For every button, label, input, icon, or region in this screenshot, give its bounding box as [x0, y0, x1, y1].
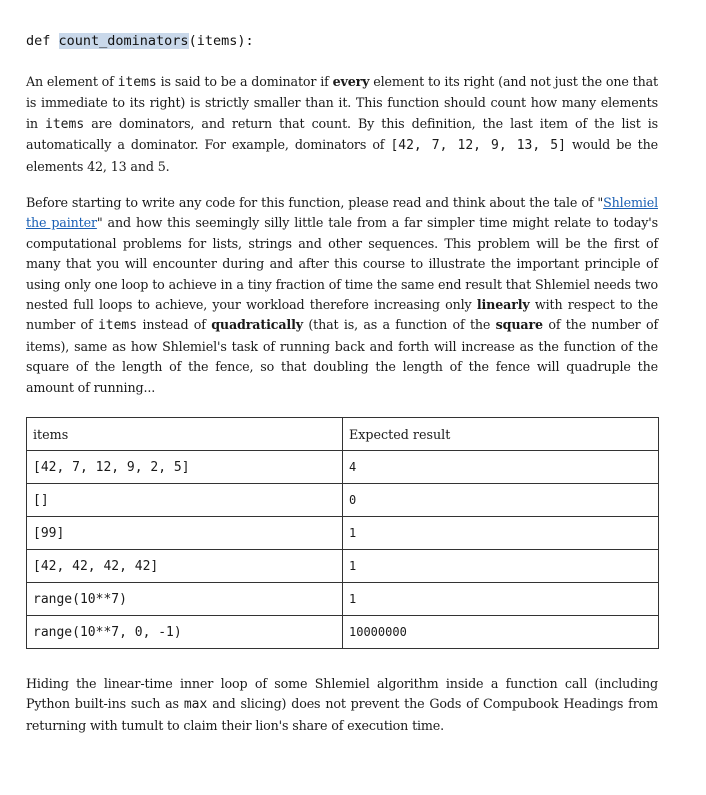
closing-paragraph — [26, 674, 658, 736]
code-span: max — [183, 697, 208, 713]
column-header-expected-result: Expected result — [343, 418, 659, 451]
table-row — [27, 616, 659, 649]
function-signature — [26, 33, 254, 49]
text-span: (that is, as a function of the — [302, 317, 496, 333]
bold-span: square — [495, 317, 543, 333]
table-cell-expected: 1 — [343, 517, 659, 550]
table-cell-items: range(10**7) — [27, 583, 343, 616]
table-row — [27, 484, 659, 517]
text-span: instead of — [137, 317, 212, 333]
table-row — [27, 451, 659, 484]
expected-results-table — [26, 417, 659, 649]
text-span: element to its right (and not just the one that is immediate to its right) is strictly smaller than it. This function should count how many elements in — [26, 74, 658, 131]
table-cell-expected: 1 — [343, 583, 659, 616]
code-span: items — [117, 75, 157, 90]
code-span: items — [45, 116, 85, 132]
description-paragraph — [26, 72, 658, 177]
function-params: (items): — [188, 33, 254, 49]
column-header-items: items — [27, 418, 343, 451]
code-span: items — [97, 318, 138, 334]
text-span: is said to be a dominator if — [156, 74, 333, 89]
text-span: Hiding the linear-time inner loop of some Shlemiel algorithm inside a function call (including Python built-ins such as — [26, 676, 658, 712]
table-cell-items: [42, 42, 42, 42] — [27, 550, 343, 583]
bold-span: quadratically — [211, 317, 303, 333]
table-row — [27, 517, 659, 550]
text-span: of the number of items), same as how Shlemiel's task of running back and forth will increase as the function of the square of the length of the fence, so that doubling the length of the fence will quadruple the amount of running... — [26, 317, 658, 395]
text-span: and slicing) does not prevent the Gods of Compubook Headings from returning with tumult to claim their lion's share of execution time. — [26, 696, 658, 733]
table-cell-items: [99] — [27, 517, 343, 550]
text-span: would be the elements 42, 13 and 5. — [26, 137, 658, 174]
text-span: are dominators, and return that count. By this definition, the last item of the list is automatically a dominator. For example, dominators of — [26, 115, 659, 153]
function-name-highlight[interactable]: count_dominators — [58, 33, 189, 49]
table-row — [27, 550, 659, 583]
table-cell-expected: 0 — [343, 484, 659, 517]
shlemiel-link[interactable]: Shlemiel the painter — [26, 195, 658, 231]
table-row — [27, 583, 659, 616]
table-cell-items: [] — [27, 484, 343, 517]
bold-span: every — [332, 74, 370, 89]
shlemiel-paragraph — [26, 193, 658, 398]
text-span: " and how this seemingly silly little tale from a far simpler time might relate to today's computational problems for lists, strings and other sequences. This problem will be the first of many that you will encounter during and after this course to illustrate the important principle of using only one loop to achieve in a tiny fraction of time the same end result that Shlemiel needs two nested full loops to achieve, your workload therefore increasing only — [26, 215, 658, 313]
def-keyword: def — [26, 33, 59, 49]
table-cell-expected: 4 — [343, 451, 659, 484]
table-cell-items: range(10**7, 0, -1) — [27, 616, 343, 649]
table-header-row — [27, 418, 659, 451]
table-cell-expected: 10000000 — [343, 616, 659, 649]
table-cell-items: [42, 7, 12, 9, 2, 5] — [27, 451, 343, 484]
bold-span: linearly — [476, 297, 530, 313]
code-span: [42, 7, 12, 9, 13, 5] — [390, 138, 566, 154]
text-span: An element of — [26, 74, 118, 89]
table-cell-expected: 1 — [343, 550, 659, 583]
text-span: Before starting to write any code for this function, please read and think about the tale of " — [26, 195, 604, 210]
text-span: with respect to the number of — [26, 297, 658, 333]
